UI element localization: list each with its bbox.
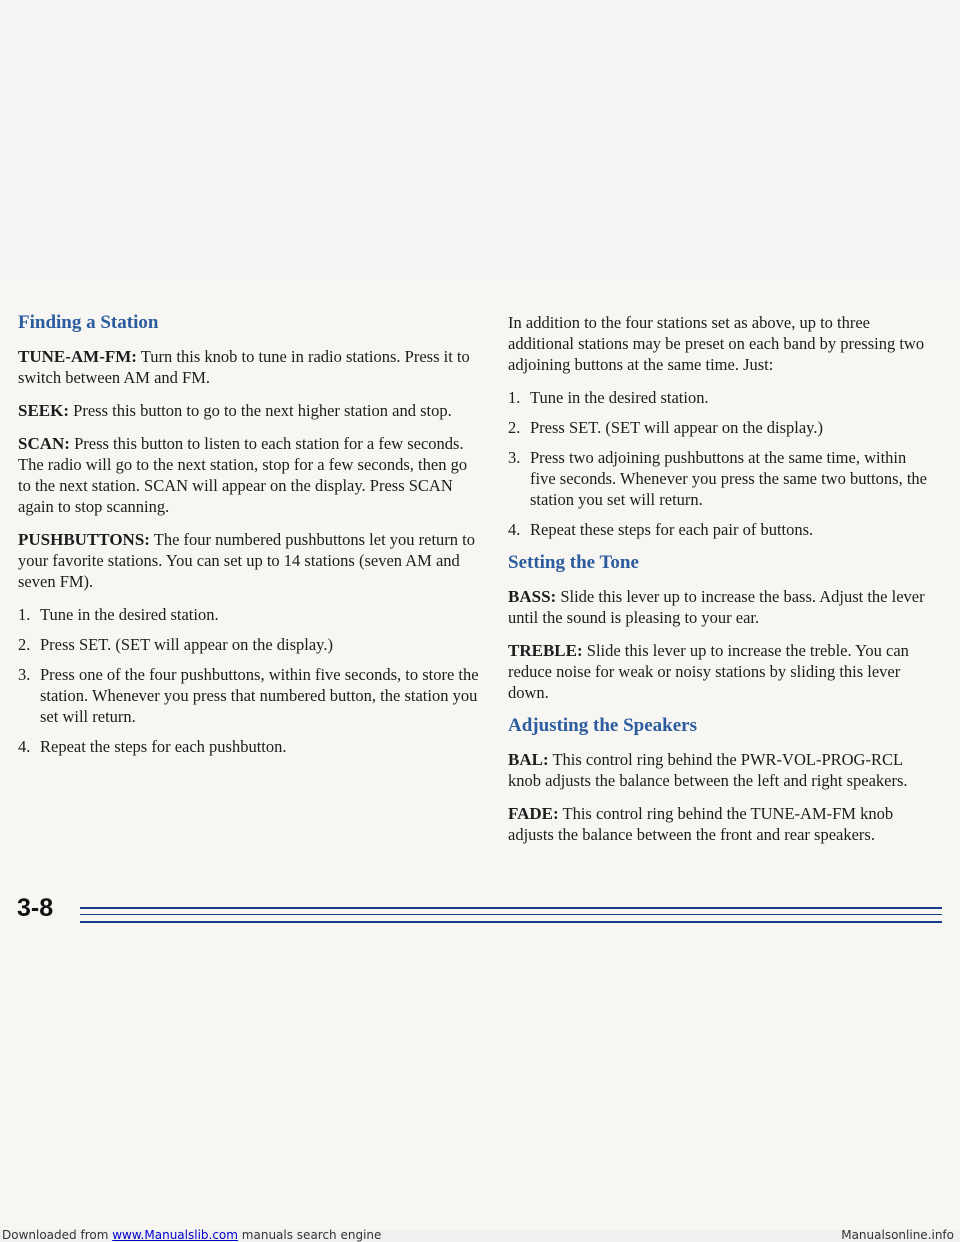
list-item [18,634,480,655]
step-text: Press one of the four pushbuttons, within five seconds, to store the station. Whenever you press that numbered button, the station you set will return. [40,665,479,726]
footer-suffix: manuals search engine [241,1228,382,1242]
list-item [18,604,480,625]
right-column [508,312,936,857]
footer-rule [80,921,942,923]
term-pushbuttons: PUSHBUTTONS: [18,530,150,549]
step-number: 2. [18,635,31,654]
right-steps-list [508,387,936,540]
text-pushbuttons: The four numbered pushbuttons let you return to your favorite stations. You can set up to 14 stations (seven AM and seven FM). [18,530,476,591]
manualslib-link[interactable]: www.Manualslib.com [112,1228,238,1242]
heading-adjusting-the-speakers: Adjusting the Speakers [508,715,697,736]
para-scan [18,433,480,517]
step-text: Press SET. (SET will appear on the display.) [530,418,823,437]
para-treble [508,640,936,703]
text-treble: Slide this lever up to increase the treble. You can reduce noise for weak or noisy stations by sliding this lever down. [508,641,909,702]
text-scan: Press this button to listen to each station for a few seconds. The radio will go to the next station, stop for a few seconds, then go to the next station. SCAN will appear on the display. Press SCAN again to stop scanning. [18,434,468,516]
step-text: Press SET. (SET will appear on the display.) [40,635,333,654]
heading-finding-a-station: Finding a Station [18,312,159,333]
list-item [18,664,480,727]
step-number: 4. [508,520,521,539]
text-tune-am-fm: Turn this knob to tune in radio stations. Press it to switch between AM and FM. [18,347,470,387]
left-steps-list [18,604,480,757]
list-item [18,736,480,757]
left-column [18,312,480,769]
heading-setting-the-tone: Setting the Tone [508,552,639,573]
text-seek: Press this button to go to the next higher station and stop. [73,401,452,420]
step-number: 4. [18,737,31,756]
step-number: 2. [508,418,521,437]
download-footer [2,1229,381,1242]
step-text: Repeat these steps for each pair of buttons. [530,520,814,539]
text-fade: This control ring behind the TUNE-AM-FM knob adjusts the balance between the front and rear speakers. [508,804,894,844]
term-tune-am-fm: TUNE-AM-FM: [18,347,137,366]
step-text: Tune in the desired station. [530,388,709,407]
step-text: Tune in the desired station. [40,605,219,624]
list-item [508,447,936,510]
step-number: 1. [508,388,521,407]
para-bal [508,749,936,791]
page-number: 3-8 [17,894,54,922]
term-scan: SCAN: [18,434,70,453]
page-top-blank [0,0,960,280]
step-number: 1. [18,605,31,624]
term-bass: BASS: [508,587,557,606]
text-bal: This control ring behind the PWR-VOL-PROG-RCL knob adjusts the balance between the left and right speakers. [508,750,908,790]
manualsonline-watermark: Manualsonline.info [841,1228,954,1242]
footer-prefix: Downloaded from [2,1228,109,1242]
para-intro: In addition to the four stations set as above, up to three additional stations may be preset on each band by pressing two adjoining buttons at the same time. Just: [508,313,925,374]
para-seek [18,400,480,421]
term-seek: SEEK: [18,401,70,420]
step-number: 3. [18,665,31,684]
para-tune-am-fm [18,346,480,388]
list-item [508,387,936,408]
footer-rule [80,907,942,909]
list-item [508,417,936,438]
para-fade [508,803,936,845]
para-bass [508,586,936,628]
para-pushbuttons [18,529,480,592]
term-fade: FADE: [508,804,559,823]
list-item [508,519,936,540]
step-number: 3. [508,448,521,467]
term-bal: BAL: [508,750,549,769]
step-text: Repeat the steps for each pushbutton. [40,737,287,756]
text-bass: Slide this lever up to increase the bass. Adjust the lever until the sound is pleasing to your ear. [508,587,925,627]
footer-rule [80,914,942,915]
step-text: Press two adjoining pushbuttons at the same time, within five seconds. Whenever you press the same two buttons, the station you set will return. [530,448,927,509]
term-treble: TREBLE: [508,641,583,660]
